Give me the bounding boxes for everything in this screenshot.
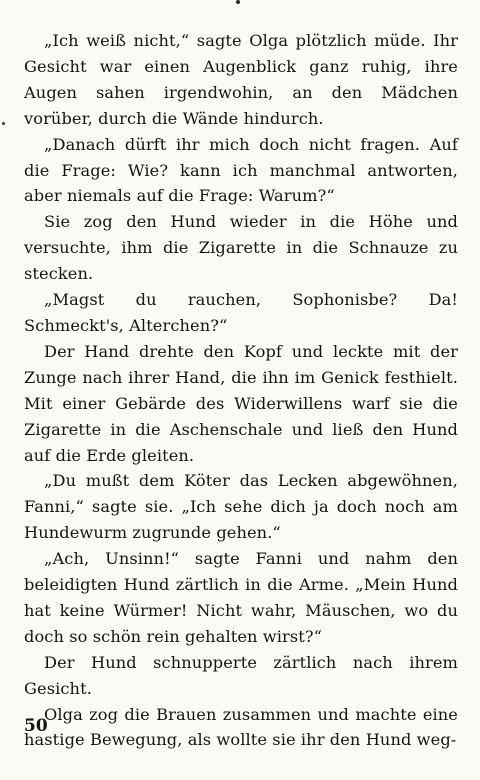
- paragraph: Sie zog den Hund wieder in die Höhe und versuchte, ihm die Zigarette in die Schnauze zu stecken.: [24, 212, 458, 284]
- paragraph: „Magst du rauchen, Sophonisbe? Da! Schmeckt's, Alterchen?“: [24, 290, 458, 335]
- paragraph: „Ach, Unsinn!“ sagte Fanni und nahm den beleidigten Hund zärtlich in die Arme. „Mein Hund hat keine Würmer! Nicht wahr, Mäuschen, wo du doch so schön rein gehalten wirst?“: [24, 549, 458, 646]
- ink-speck: [2, 122, 5, 125]
- paragraph: Der Hand drehte den Kopf und leckte mit der Zunge nach ihrer Hand, die ihn im Genick festhielt. Mit einer Gebärde des Widerwillens warf sie die Zigarette in die Aschenschale und ließ den Hund auf die Erde gleiten.: [24, 341, 458, 465]
- paragraph: Olga zog die Brauen zusammen und machte eine hastige Bewegung, als wollte sie ihr den Hund weg-: [24, 704, 458, 750]
- paragraph: „Danach dürft ihr mich doch nicht fragen. Auf die Frage: Wie? kann ich manchmal antworten, aber niemals auf die Frage: Warum?“: [24, 134, 458, 206]
- ink-speck: [236, 0, 240, 4]
- paragraph: Der Hund schnupperte zärtlich nach ihrem Gesicht.: [24, 652, 458, 698]
- page-number: 50: [24, 716, 48, 736]
- body-text: [24, 28, 458, 753]
- paragraph: „Ich weiß nicht,“ sagte Olga plötzlich müde. Ihr Gesicht war einen Augenblick ganz ruhig, ihre Augen sahen irgendwohin, an den Mädchen vorüber, durch die Wände hindurch.: [24, 31, 458, 128]
- paragraph: „Du mußt dem Köter das Lecken abgewöhnen, Fanni,“ sagte sie. „Ich sehe dich ja doch noch am Hundewurm zugrunde gehen.“: [24, 471, 458, 543]
